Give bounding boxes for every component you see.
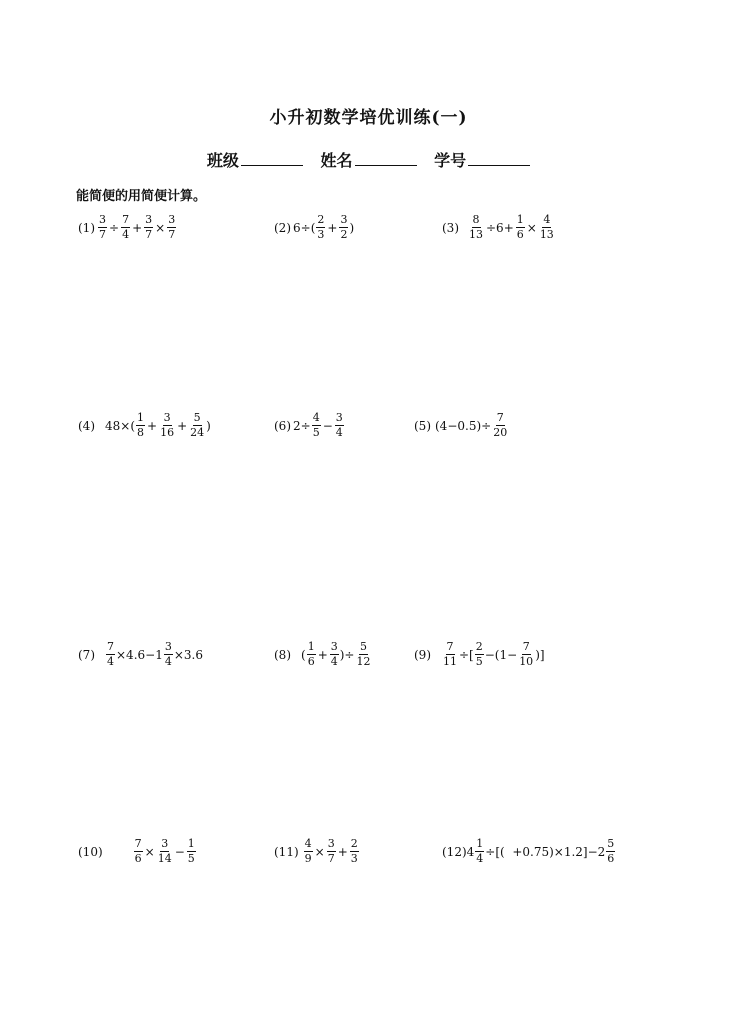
mixed-number: 4 $\frac{1}{4}$ <box>466 837 484 865</box>
page-title: 小升初数学培优训练(一) <box>269 108 468 128</box>
student-info-line <box>0 148 737 171</box>
fraction: $\frac{7}{4}$ <box>107 640 114 668</box>
fraction: $\frac{5}{12}$ <box>356 640 371 668</box>
fraction: $\frac{7}{4}$ <box>122 213 130 241</box>
fraction: $\frac{4}{5}$ <box>312 411 320 439</box>
name-field: 姓名 <box>320 151 416 170</box>
fraction: $\frac{3}{7}$ <box>99 213 106 241</box>
fraction: $\frac{5}{24}$ <box>190 411 205 439</box>
fraction: $\frac{2}{3}$ <box>350 837 358 865</box>
fraction: $\frac{1}{5}$ <box>187 837 195 865</box>
fraction: $\frac{3}{2}$ <box>340 213 348 241</box>
id-field: 学号 <box>434 151 530 170</box>
fraction: $\frac{3}{7}$ <box>168 213 176 241</box>
id-blank[interactable] <box>468 164 530 166</box>
fraction: $\frac{3}{4}$ <box>335 411 343 439</box>
problem-1: (1) $\frac{3}{7}$ ÷ $\frac{7}{4}$ + $\frac{3}{7}$ × $\frac{3}{7}$ <box>78 213 176 241</box>
name-blank[interactable] <box>355 164 417 166</box>
problem-4: (4) 48×( $\frac{1}{8}$ + $\frac{3}{16}$ + $\frac{5}{24}$ ) <box>78 411 211 439</box>
fraction: $\frac{7}{20}$ <box>493 411 508 439</box>
fraction: $\frac{2}{3}$ <box>317 213 325 241</box>
problem-10: (10) $\frac{7}{6}$ × $\frac{3}{14}$ − $\frac{1}{5}$ <box>78 837 195 865</box>
problem-3: (3) $\frac{8}{13}$ ÷6+ $\frac{1}{6}$ × $\frac{4}{13}$ <box>442 213 554 241</box>
class-blank[interactable] <box>241 164 303 166</box>
fraction: $\frac{3}{4}$ <box>164 640 172 668</box>
problem-5: (5) (4−0.5)÷ $\frac{7}{20}$ <box>414 411 508 439</box>
fraction: $\frac{7}{10}$ <box>519 640 534 668</box>
class-field: 班级 <box>207 151 303 170</box>
fraction: $\frac{3}{14}$ <box>157 837 172 865</box>
fraction: $\frac{1}{6}$ <box>307 640 315 668</box>
problem-8: (8) ( $\frac{1}{6}$ + $\frac{3}{4}$ )÷ $\frac{5}{12}$ <box>274 640 371 668</box>
fraction: $\frac{3}{16}$ <box>160 411 175 439</box>
fraction: $\frac{1}{6}$ <box>516 213 524 241</box>
fraction: $\frac{3}{7}$ <box>145 213 153 241</box>
problem-12: (12) 4 $\frac{1}{4}$ ÷[( +0.75)×1.2]−2 $\frac{5}{6}$ <box>442 837 615 865</box>
fraction: $\frac{3}{4}$ <box>330 640 338 668</box>
fraction: $\frac{7}{11}$ <box>443 640 457 668</box>
fraction: $\frac{5}{6}$ <box>607 837 615 865</box>
fraction: $\frac{4}{9}$ <box>304 837 312 865</box>
fraction: $\frac{1}{8}$ <box>137 411 145 439</box>
fraction: $\frac{7}{6}$ <box>134 837 142 865</box>
fraction: $\frac{2}{5}$ <box>475 640 483 668</box>
problem-2: (2) 6÷( $\frac{2}{3}$ + $\frac{3}{2}$ ) <box>274 213 355 241</box>
fraction: $\frac{3}{7}$ <box>327 837 335 865</box>
problem-9: (9) $\frac{7}{11}$ ÷[ $\frac{2}{5}$ −(1− $\frac{7}{10}$ )] <box>414 640 545 668</box>
fraction: $\frac{8}{13}$ <box>469 213 483 241</box>
problem-11: (11) $\frac{4}{9}$ × $\frac{3}{7}$ + $\frac{2}{3}$ <box>274 837 358 865</box>
fraction: $\frac{4}{13}$ <box>539 213 554 241</box>
fraction: $\frac{1}{4}$ <box>476 837 484 865</box>
instruction: 能简便的用简便计算。 <box>76 189 207 204</box>
problem-7: (7) $\frac{7}{4}$ ×4.6−1 $\frac{3}{4}$ ×3.6 <box>78 640 203 668</box>
problem-6: (6) 2÷ $\frac{4}{5}$ − $\frac{3}{4}$ <box>274 411 343 439</box>
